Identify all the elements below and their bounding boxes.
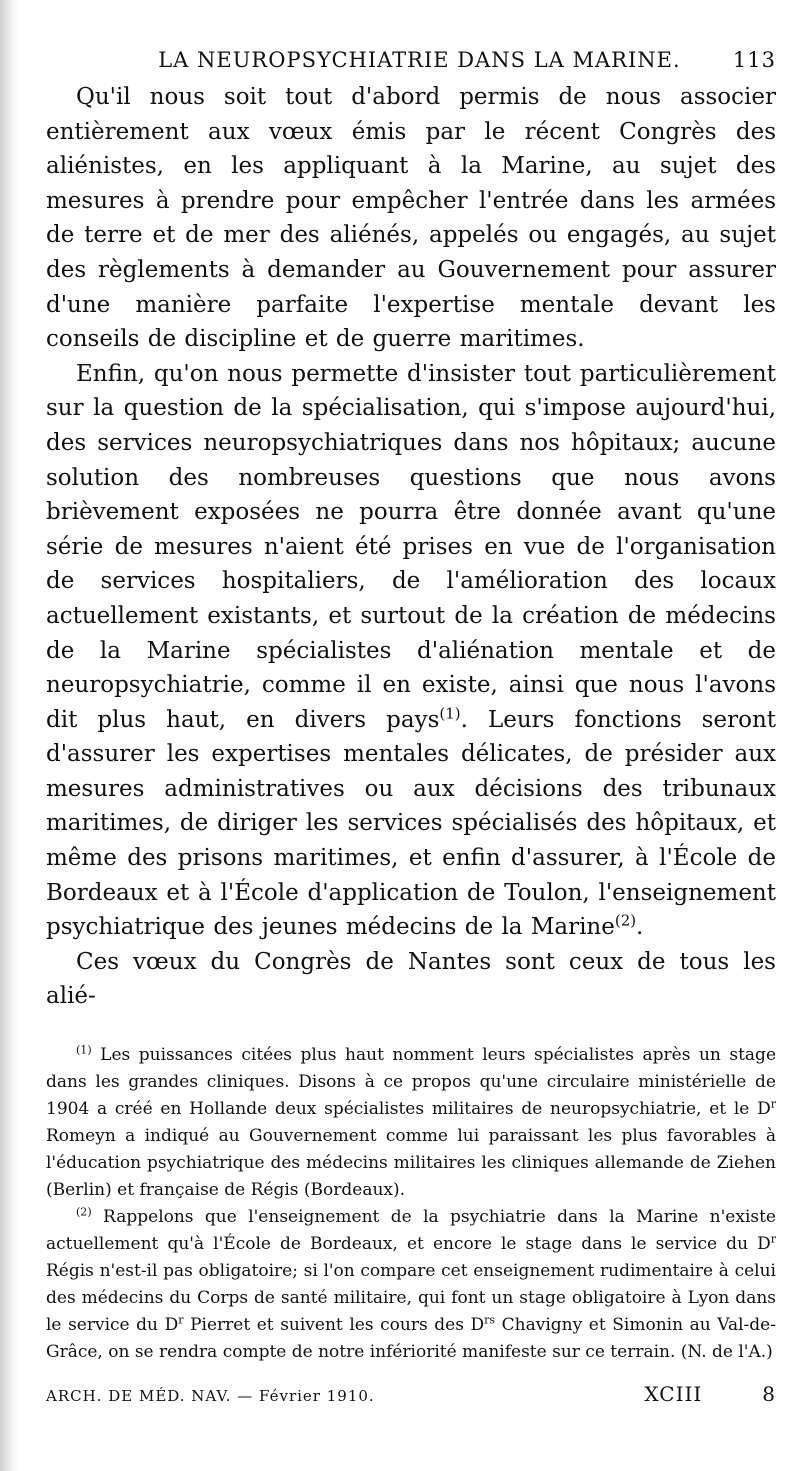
footnote-1-text-a: Les puissances citées plus haut nomment leurs spécialistes après un stage dans les grandes cliniques. Disons à ce propos qu'une circulaire ministérielle de 1904 a créé en Hollande deux spécialistes militaires de neuropsychiatrie, et le D bbox=[46, 1045, 776, 1120]
footnote-ref-2: (2) bbox=[614, 911, 637, 930]
footnote-1-text-b: Romeyn a indiqué au Gouvernement comme lui paraissant les plus favorables à l'éducation psychiatrique des médecins militaires les cliniques allemande de Ziehen (Berlin) et française de Régis (Bordeaux). bbox=[46, 1126, 776, 1201]
body-text bbox=[46, 80, 776, 1014]
running-head bbox=[46, 48, 776, 72]
footnote-2-text-c: Pierret et suivent les cours des D bbox=[183, 1315, 485, 1336]
paragraph-2 bbox=[46, 357, 776, 945]
volume-number: XCIII bbox=[644, 1382, 703, 1407]
footnote-1 bbox=[46, 1042, 776, 1204]
footnote-2-text-b: Régis n'est-il pas obligatoire; si l'on compare cet enseignement rudimentaire à celui des médecins du Corps de santé militaire, qui font un stage obligatoire à Lyon dans le service du D bbox=[46, 1261, 776, 1336]
page bbox=[46, 48, 776, 1406]
paragraph-1: Qu'il nous soit tout d'abord permis de nous associer entièrement aux vœux émis par le récent Congrès des aliénistes, en les appliquant à la Marine, au sujet des mesures à prendre pour empêcher l'entrée dans les armées de terre et de mer des aliénés, appelés ou engagés, au sujet des règlements à demander au Gouvernement pour assurer d'une manière parfaite l'expertise mentale devant les conseils de discipline et de guerre maritimes. bbox=[46, 84, 776, 353]
running-title: LA NEUROPSYCHIATRIE DANS LA MARINE. bbox=[158, 48, 681, 72]
signature-mark: 8 bbox=[762, 1382, 776, 1407]
page-footer bbox=[46, 1382, 776, 1406]
footnote-2-mark: (2) bbox=[76, 1205, 92, 1219]
paragraph-3: Ces vœux du Congrès de Nantes sont ceux de tous les alié- bbox=[46, 948, 776, 1010]
paragraph-2-part-a: Enfin, qu'on nous permette d'insister tout particulièrement sur la question de la spécialisation, qui s'impose aujourd'hui, des services neuropsychiatriques dans nos hôpitaux; aucune solution des nombreuses questions que nous avons brièvement exposées ne pourra être donnée avant qu'une série de mesures n'aient été prises en vue de l'organisation de services hospitaliers, de l'amélioration des locaux actuellement existants, et surtout de la création de médecins de la Marine spécialistes d'aliénation mentale et de neuropsychiatrie, comme il en existe, ainsi que nous l'avons dit plus haut, en divers pays bbox=[46, 360, 776, 733]
paragraph-2-part-c: . bbox=[636, 914, 644, 941]
footnote-2 bbox=[46, 1204, 776, 1366]
scan-edge bbox=[0, 0, 18, 1471]
footnote-2-sup-2: r bbox=[178, 1313, 184, 1327]
footnote-2-sup-3: rs bbox=[484, 1313, 496, 1327]
footnote-ref-1: (1) bbox=[439, 704, 461, 723]
footnote-2-text-d: Chavigny et Simonin au Val-de-Grâce, on se rendra compte de notre infériorité manifeste sur ce terrain. (N. de l'A.) bbox=[46, 1315, 776, 1363]
footnote-2-sup-1: r bbox=[770, 1232, 776, 1246]
journal-reference: ARCH. DE MÉD. NAV. — Février 1910. bbox=[46, 1387, 375, 1406]
footnotes bbox=[46, 1042, 776, 1366]
paragraph-2-part-b: . Leurs fonctions seront d'assurer les expertises mentales délicates, de présider aux mesures administratives ou aux décisions des tribunaux maritimes, de diriger les services spécialisés des hôpitaux, et même des prisons maritimes, et enfin d'assurer, à l'École de Bordeaux et à l'École d'application de Toulon, l'enseignement psychiatrique des jeunes médecins de la Marine bbox=[46, 706, 776, 941]
footnote-1-mark: (1) bbox=[76, 1043, 92, 1057]
footnote-2-text-a: Rappelons que l'enseignement de la psychiatrie dans la Marine n'existe actuellement qu'à l'École de Bordeaux, et encore le stage dans le service du D bbox=[46, 1207, 776, 1255]
footnote-1-sup: r bbox=[770, 1097, 776, 1111]
page-number: 113 bbox=[732, 48, 776, 72]
